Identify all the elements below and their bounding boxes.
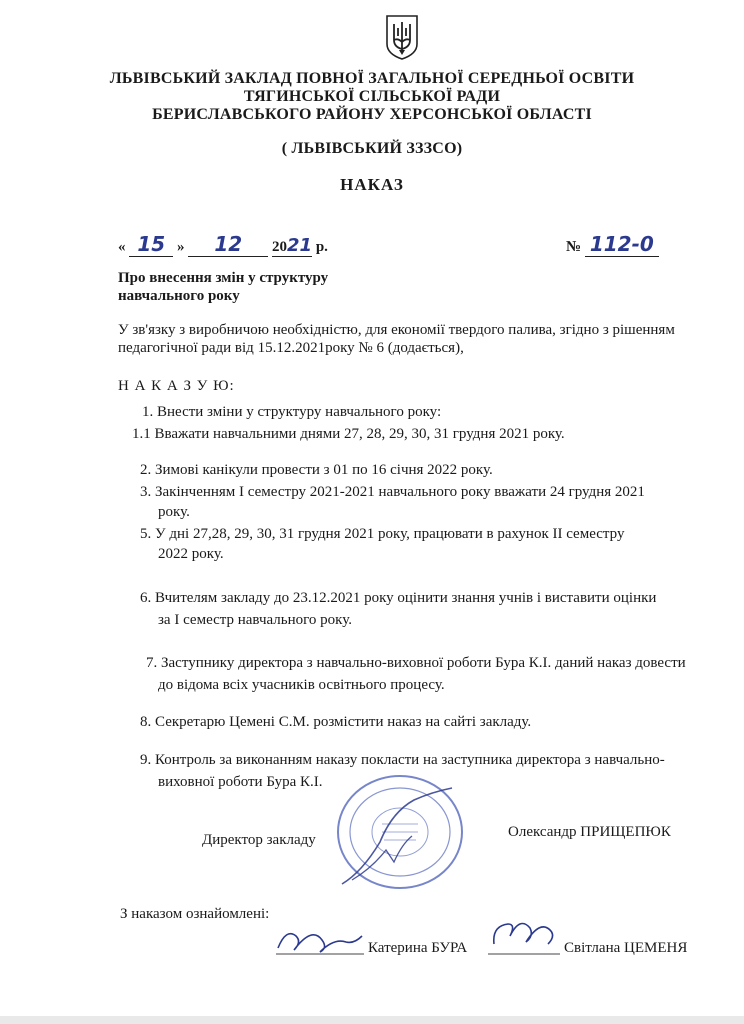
order-number bbox=[566, 232, 659, 257]
signature-name: Олександр ПРИЩЕПЮК bbox=[508, 824, 671, 840]
item-3-line-1: 3. Закінченням І семестру 2021-2021 навчального року вважати 24 грудня 2021 bbox=[140, 484, 645, 500]
item-7-line-1: 7. Заступнику директора з навчально-виховної роботи Бура К.І. даний наказ довести bbox=[146, 655, 686, 671]
date-day: 15 bbox=[129, 232, 173, 257]
order-date bbox=[118, 232, 328, 257]
item-9-line-1: 9. Контроль за виконанням наказу покласти на заступника директора з навчально- bbox=[140, 752, 665, 768]
acquainted-person-2: Світлана ЦЕМЕНЯ bbox=[564, 940, 688, 956]
document-type-title: НАКАЗ bbox=[340, 175, 404, 194]
date-close-quote: » bbox=[177, 239, 185, 255]
org-name-line-1: ЛЬВІВСЬКИЙ ЗАКЛАД ПОВНОЇ ЗАГАЛЬНОЇ СЕРЕДНЬОЇ ОСВІТИ bbox=[109, 70, 635, 87]
signature-position: Директор закладу bbox=[202, 832, 316, 848]
item-5-line-2: 2022 року. bbox=[158, 546, 224, 562]
date-year-prefix: 20 bbox=[272, 239, 287, 255]
item-6-line-1: 6. Вчителям закладу до 23.12.2021 року оцінити знання учнів і виставити оцінки bbox=[140, 590, 657, 606]
acquainted-person-1: Катерина БУРА bbox=[368, 940, 468, 956]
order-number-value: 112-0 bbox=[585, 232, 659, 257]
date-year-suffix: 21 bbox=[287, 235, 313, 256]
item-2: 2. Зимові канікули провести з 01 по 16 січня 2022 року. bbox=[140, 462, 493, 478]
org-name-line-3: БЕРИСЛАВСЬКОГО РАЙОНУ ХЕРСОНСЬКОЇ ОБЛАСТІ bbox=[152, 106, 592, 123]
handwritten-signature-2 bbox=[486, 910, 562, 960]
preamble-line-1: У зв'язку з виробничою необхідністю, для економії твердого палива, згідно з рішенням bbox=[118, 322, 675, 338]
handwritten-signature-1 bbox=[272, 918, 368, 960]
official-seal-icon bbox=[322, 772, 472, 896]
order-word: Н А К А З У Ю: bbox=[118, 378, 235, 394]
item-6-line-2: за І семестр навчального року. bbox=[158, 612, 352, 628]
item-7-line-2: до відома всіх учасників освітнього процесу. bbox=[158, 677, 445, 693]
acquainted-label: З наказом ознайомлені: bbox=[120, 906, 270, 922]
subject-line-1: Про внесення змін у структуру bbox=[118, 270, 329, 286]
org-short-name: ( ЛЬВІВСЬКИЙ ЗЗЗСО) bbox=[281, 140, 463, 157]
item-9-line-2: виховної роботи Бура К.І. bbox=[158, 774, 323, 790]
subject-line-2: навчального року bbox=[118, 288, 240, 304]
item-1: 1. Внести зміни у структуру навчального року: bbox=[142, 404, 442, 420]
item-8: 8. Секретарю Цемені С.М. розмістити наказ на сайті закладу. bbox=[140, 714, 532, 730]
date-year-unit: р. bbox=[315, 239, 328, 255]
date-open-quote: « bbox=[118, 239, 126, 255]
item-1-1: 1.1 Вважати навчальними днями 27, 28, 29, 30, 31 грудня 2021 року. bbox=[132, 426, 565, 442]
scan-bottom-edge bbox=[0, 1016, 744, 1024]
date-month: 12 bbox=[188, 232, 268, 257]
item-3-line-2: року. bbox=[158, 504, 190, 520]
org-name-line-2: ТЯГИНСЬКОЇ СІЛЬСЬКОЇ РАДИ bbox=[243, 88, 501, 105]
order-number-label: № bbox=[566, 239, 582, 255]
item-5-line-1: 5. У дні 27,28, 29, 30, 31 грудня 2021 року, працювати в рахунок ІІ семестру bbox=[140, 526, 625, 542]
trident-emblem-icon bbox=[385, 14, 419, 60]
preamble-line-2: педагогічної ради від 15.12.2021року № 6 (додається), bbox=[118, 340, 464, 356]
